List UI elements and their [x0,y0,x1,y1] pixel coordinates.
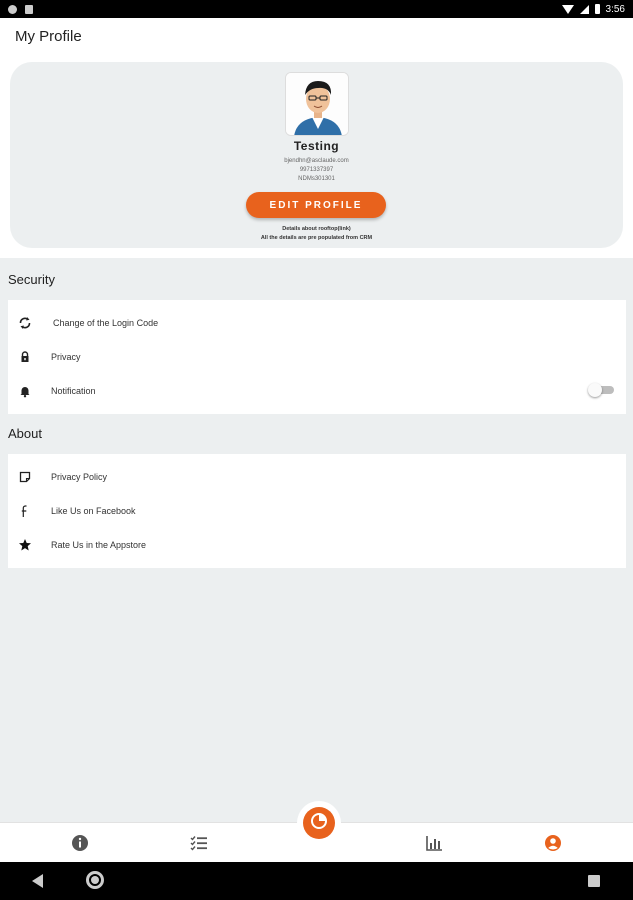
toggle-knob [588,383,602,397]
bottom-navigation [0,822,633,862]
lock-icon [18,350,32,364]
security-section-title: Security [8,272,55,287]
recent-apps-icon[interactable] [588,875,600,887]
list-item-label: Privacy Policy [51,472,108,482]
signal-icon [580,5,589,14]
profile-note-2: All the details are pre populated from CRM [260,235,373,241]
security-list [8,300,626,414]
list-item-change-login-code[interactable] [8,306,626,340]
list-item-privacy[interactable] [8,340,626,374]
facebook-icon [18,504,32,518]
star-icon [18,538,32,552]
timer-icon [310,812,328,835]
list-item-label: Rate Us in the Appstore [51,540,147,550]
app-header [0,18,633,58]
list-item-label: Change of the Login Code [53,318,159,328]
sync-icon [18,316,32,330]
list-item-label: Privacy [51,352,81,362]
wifi-icon [562,5,574,14]
list-item-label: Notification [51,386,96,396]
profile-card [10,62,623,248]
profile-section [0,58,633,258]
profile-phone: 9971337397 [299,167,334,173]
list-item-rate-us[interactable] [8,528,626,562]
list-item-facebook[interactable] [8,494,626,528]
list-item-label: Like Us on Facebook [51,506,136,516]
profile-note-1: Details about rooftop(link) [282,226,351,232]
battery-icon [595,4,600,14]
home-icon[interactable] [86,871,104,889]
profile-id: NDMs301301 [298,176,335,182]
system-navigation-bar [0,862,633,900]
avatar[interactable] [285,72,349,136]
about-list [8,454,626,568]
back-icon[interactable] [32,874,43,888]
profile-name: Testing [293,139,340,153]
list-item-notification[interactable] [8,374,626,408]
list-item-privacy-policy[interactable] [8,460,626,494]
note-icon [18,470,32,484]
bell-icon [18,384,32,398]
about-section-title: About [8,426,42,441]
page-title: My Profile [15,28,82,45]
timer-button[interactable] [303,807,335,839]
info-icon[interactable] [71,834,89,852]
chart-icon[interactable] [425,834,443,852]
notification-toggle[interactable] [590,386,614,394]
edit-profile-button[interactable]: EDIT PROFILE [246,192,386,218]
profile-email: bjendhn@asclaude.com [284,158,349,164]
account-icon[interactable] [544,834,562,852]
sd-card-icon [25,5,33,14]
status-bar [0,0,633,18]
status-time: 3:56 [605,3,625,15]
notification-icon [8,5,17,14]
checklist-icon[interactable] [190,834,208,852]
